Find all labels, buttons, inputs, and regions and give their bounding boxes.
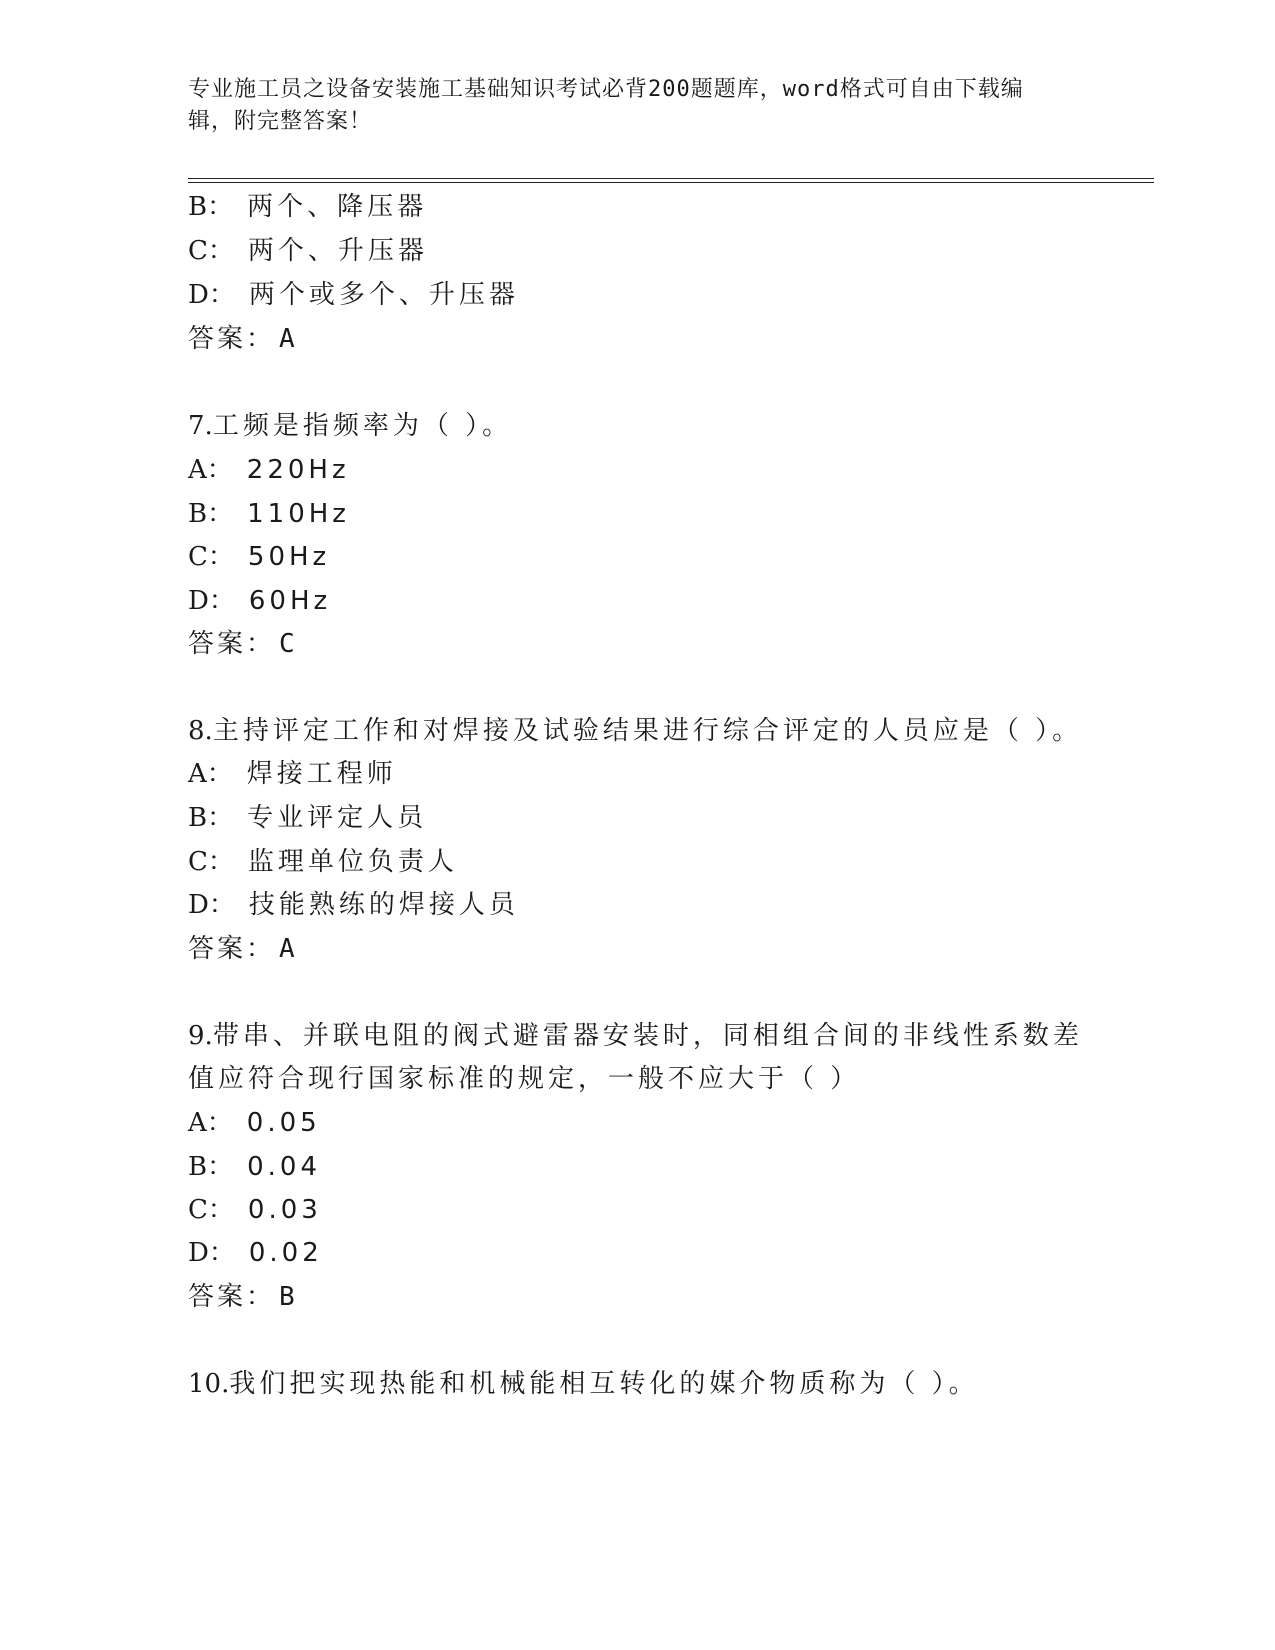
option-a: A： 焊接工程师 bbox=[188, 759, 397, 789]
question-9-continued: 值应符合现行国家标准的规定，一般不应大于（ ） bbox=[188, 1064, 861, 1094]
answer-line: 答案： A bbox=[188, 324, 298, 354]
option-a: A： 0.05 bbox=[188, 1108, 321, 1138]
option-b: B： 专业评定人员 bbox=[188, 803, 428, 833]
option-c: C： 两个、升压器 bbox=[188, 236, 428, 266]
option-c: C： 0.03 bbox=[188, 1195, 322, 1225]
question-8: 8.主持评定工作和对焊接及试验结果进行综合评定的人员应是（ ）。 bbox=[188, 716, 1083, 746]
option-b: B： 0.04 bbox=[188, 1152, 321, 1182]
option-a: A： 220Hz bbox=[188, 455, 350, 485]
option-d: D： 技能熟练的焊接人员 bbox=[188, 890, 519, 920]
answer-line: 答案： A bbox=[188, 934, 298, 964]
option-c: C： 监理单位负责人 bbox=[188, 847, 458, 877]
answer-line: 答案： C bbox=[188, 629, 298, 659]
question-10: 10.我们把实现热能和机械能相互转化的媒介物质称为（ ）。 bbox=[188, 1369, 979, 1399]
option-d: D： 两个或多个、升压器 bbox=[188, 280, 519, 310]
question-9: 9.带串、并联电阻的阀式避雷器安装时，同相组合间的非线性系数差 bbox=[188, 1021, 1083, 1051]
header-divider-bottom bbox=[188, 182, 1154, 183]
option-c: C： 50Hz bbox=[188, 542, 331, 572]
question-7: 7.工频是指频率为（ ）。 bbox=[188, 411, 513, 441]
option-b: B： 110Hz bbox=[188, 499, 350, 529]
header-title: 专业施工员之设备安装施工基础知识考试必背200题题库，word格式可自由下载编辑，附完整答案！ bbox=[188, 77, 1024, 134]
document-header bbox=[188, 74, 1068, 138]
answer-line: 答案： B bbox=[188, 1282, 298, 1312]
option-d: D： 60Hz bbox=[188, 586, 332, 616]
option-d: D： 0.02 bbox=[188, 1238, 323, 1268]
option-b: B： 两个、降压器 bbox=[188, 192, 428, 222]
header-divider-top bbox=[188, 178, 1154, 179]
